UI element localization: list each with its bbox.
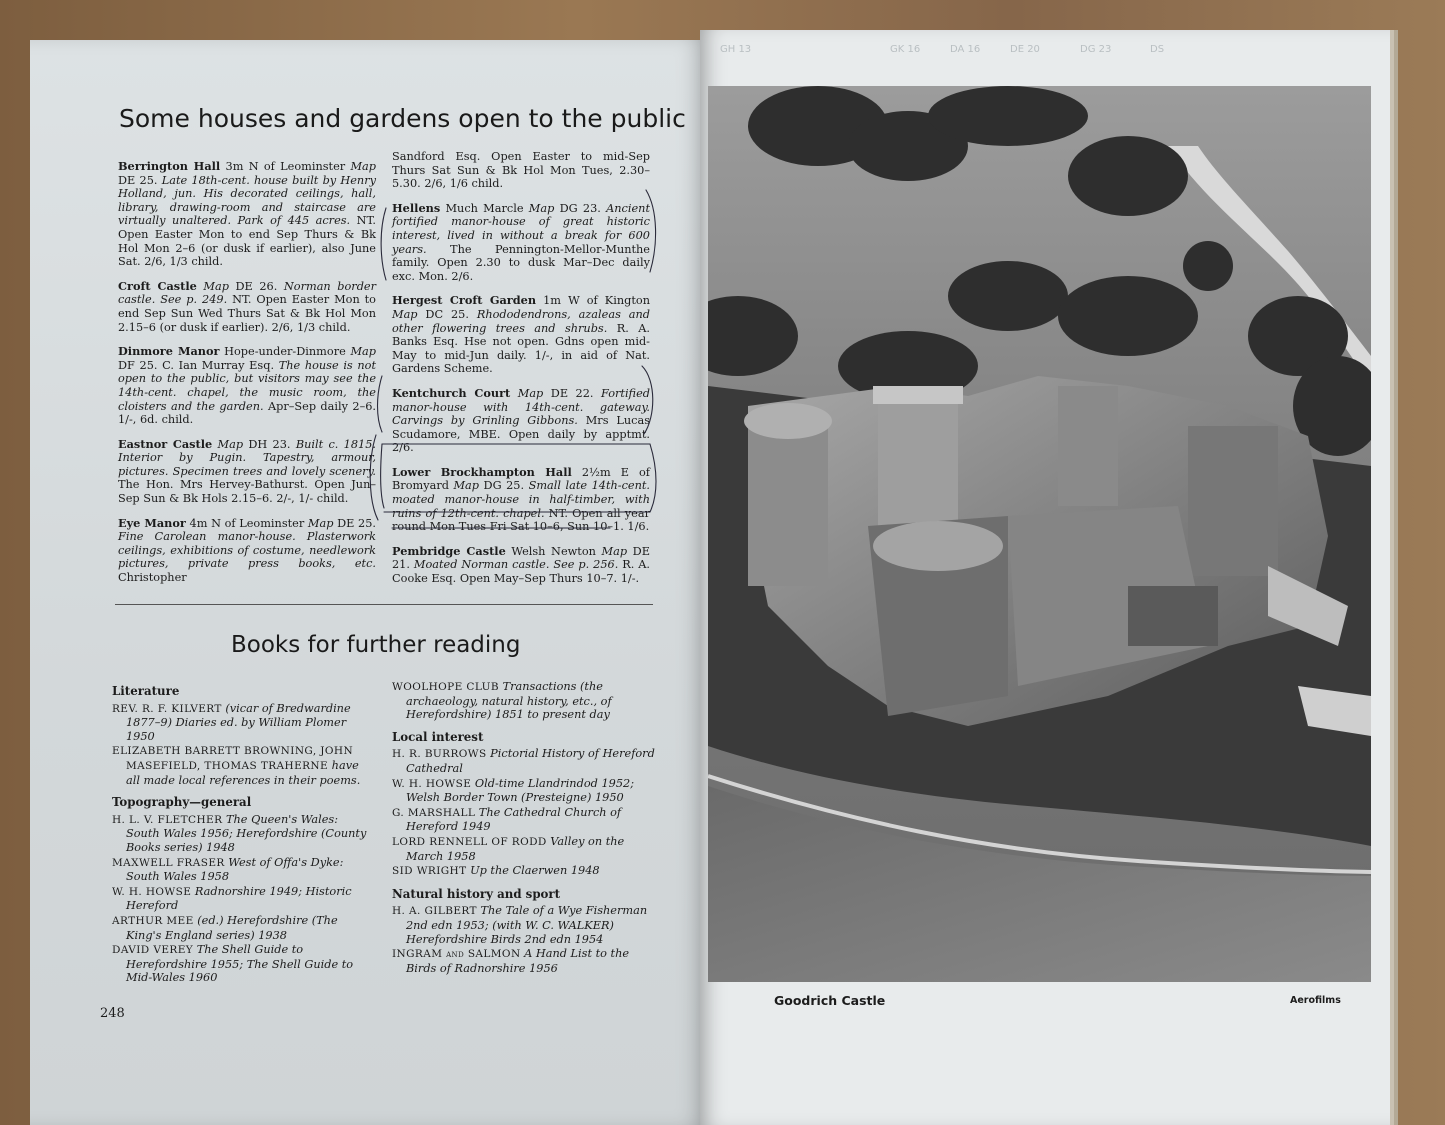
- house-details: R. A. Cooke Esq. Open May–Sep Thurs 10–7. 1/-.: [392, 558, 651, 586]
- house-location: 3m N of Leominster: [220, 160, 351, 173]
- house-entry: [392, 387, 650, 455]
- map-ref: DH 23.: [243, 437, 296, 451]
- house-details: Christopher: [118, 571, 187, 585]
- photo-credit: Aerofilms: [1290, 995, 1341, 1006]
- book-entry: [392, 680, 658, 722]
- house-description: Moated Norman castle. See p. 256.: [413, 558, 619, 572]
- house-entry: [392, 150, 650, 191]
- map-label: Map: [203, 279, 229, 293]
- map-ref: DE 26.: [228, 279, 284, 293]
- map-label: Map: [350, 345, 376, 359]
- book-title: West of Offa's Dyke: South Wales 1958: [126, 855, 344, 884]
- books-column-2: [392, 680, 658, 976]
- ghost-code-2: GK 16: [890, 44, 921, 55]
- book-author: G. MARSHALL: [392, 806, 476, 819]
- house-description: Rhododendrons, azaleas and other flowering trees and shrubs.: [392, 307, 650, 335]
- house-location: Sandford Esq. Open Easter to mid-Sep Thurs Sat Sun & Bk Hol Mon Tues, 2.30–5.30. 2/6, 1/6 child.: [392, 150, 650, 191]
- house-details: Mrs Lucas Scudamore, MBE. Open daily by apptmt. 2/6.: [392, 414, 650, 455]
- house-name: Lower Brockhampton Hall: [392, 464, 572, 479]
- map-label: Map: [350, 160, 376, 173]
- map-ref: DF 25. C. Ian Murray Esq.: [118, 358, 279, 372]
- house-name: Hergest Croft Garden: [392, 293, 537, 308]
- book-title: (vicar of Bredwardine 1877–9) Diaries ed. by William Plomer 1950: [126, 701, 351, 743]
- book-entry: [392, 904, 658, 946]
- book-author: H. L. V. FLETCHER: [112, 813, 223, 826]
- house-description: Fortified manor-house with 14th-cent. gateway. Carvings by Grinling Gibbons.: [392, 386, 651, 428]
- book-entry: [392, 947, 658, 975]
- house-description: Norman border castle. See p. 249.: [118, 279, 377, 307]
- book-title: The Shell Guide to Herefordshire 1955; The Shell Guide to Mid-Wales 1960: [126, 943, 354, 985]
- ghost-code-1: GH 13: [720, 44, 752, 55]
- book-title: (ed.) Herefordshire (The King's England series) 1938: [126, 913, 338, 942]
- book-author: REV. R. F. KILVERT: [112, 702, 222, 715]
- house-details: The Pennington-Mellor-Munthe family. Open 2.30 to dusk Mar–Dec daily exc. Mon. 2/6.: [392, 242, 650, 283]
- book-title: The Queen's Wales: South Wales 1956; Herefordshire (County Books series) 1948: [126, 812, 367, 854]
- book-author: MAXWELL FRASER: [112, 856, 225, 869]
- book-title: Valley on the March 1958: [406, 834, 625, 863]
- book-author: H. A. GILBERT: [392, 905, 477, 918]
- house-description: Fine Carolean manor-house. Plasterwork ceilings, exhibitions of costume, needlework pictures, private press books, etc.: [118, 530, 376, 571]
- book-author: W. H. HOWSE: [392, 777, 472, 790]
- book-title: Transactions (the archaeology, natural history, etc., of Herefordshire) 1851 to present day: [406, 680, 612, 722]
- book-entry: [392, 747, 658, 775]
- map-ref: DC 25.: [417, 307, 477, 321]
- book-author: H. R. BURROWS: [392, 748, 487, 761]
- house-description: Ancient fortified manor-house of great historic interest, lived in without a break for 600 years.: [392, 201, 650, 256]
- map-ref: DG 25.: [479, 479, 529, 493]
- book-entry: [392, 806, 658, 834]
- house-name: Croft Castle: [118, 278, 197, 293]
- house-location: [510, 387, 517, 400]
- book-entry: [112, 744, 374, 787]
- house-description: The house is not open to the public, but visitors may see the 14th-cent. chapel, the music room, the cloisters and the garden.: [118, 358, 376, 413]
- books-subheading: Local interest: [392, 729, 484, 744]
- house-location: Much Marcle: [440, 201, 529, 215]
- house-entry: [392, 294, 650, 376]
- book-author: ELIZABETH BARRETT BROWNING, JOHN MASEFIELD, THOMAS TRAHERNE: [112, 745, 354, 772]
- house-name: Eye Manor: [118, 515, 186, 530]
- book-title: A Hand List to the Birds of Radnorshire 1956: [406, 947, 630, 975]
- book-entry: [392, 835, 658, 863]
- house-location: Hope-under-Dinmore: [219, 345, 351, 359]
- book-author: SID WRIGHT: [392, 865, 467, 878]
- book-author: W. H. HOWSE: [112, 885, 192, 898]
- map-label: Map: [601, 544, 628, 558]
- map-label: Map: [517, 386, 544, 400]
- house-details: Apr–Sep daily 2–6. 1/-, 6d. child.: [118, 399, 376, 427]
- ghost-code-4: DE 20: [1010, 44, 1040, 55]
- house-name: Dinmore Manor: [118, 344, 220, 359]
- map-label: Map: [307, 516, 334, 530]
- houses-gardens-title: Some houses and gardens open to the public: [119, 104, 686, 133]
- house-entry: [118, 160, 376, 269]
- house-details: R. A. Banks Esq. Hse not open. Gdns open mid-May to mid-Jun daily. 1/-, in aid of Nat. Gardens Scheme.: [392, 321, 650, 376]
- book-title: Up the Claerwen 1948: [466, 864, 600, 878]
- house-entry: [392, 545, 650, 586]
- house-entry: [118, 438, 376, 506]
- book-title: The Tale of a Wye Fisherman 2nd edn 1953; (with W. C. WALKER) Herefordshire Birds 2nd edn 1954: [406, 904, 648, 946]
- book-title: Old-time Llandrindod 1952; Welsh Border Town (Presteigne) 1950: [406, 776, 634, 805]
- right-page: [700, 30, 1390, 1125]
- book-entry: [112, 702, 374, 744]
- house-entry: [392, 202, 650, 284]
- house-details: NT. Open Easter Mon to end Sep Thurs & Bk Hol Mon 2–6 (or dusk if earlier), also June Sat. 2/6, 1/3 child.: [118, 214, 376, 269]
- map-ref: DE 25.: [333, 516, 376, 530]
- house-location: 2½m E of Bromyard: [392, 465, 650, 493]
- house-name: Eastnor Castle: [118, 436, 213, 451]
- house-description: Small late 14th-cent. moated manor-house in half-timber, with ruins of 12th-cent. chapel.: [392, 479, 650, 520]
- house-name: Pembridge Castle: [392, 543, 506, 558]
- book-entry: [112, 885, 374, 913]
- book-title: Pictorial History of Hereford Cathedral: [406, 747, 655, 775]
- book-author: LORD RENNELL OF RODD: [392, 835, 547, 848]
- ghost-code-5: DG 23: [1080, 44, 1112, 55]
- book-entry: [112, 943, 374, 985]
- book-author: DAVID VEREY: [112, 944, 194, 957]
- map-ref: DE 25.: [118, 173, 162, 187]
- house-description: Built c. 1815. Interior by Pugin. Tapestry, armour, pictures. Specimen trees and lovely scenery.: [118, 437, 376, 478]
- house-details: NT. Open all year round Mon Tues Fri Sat 10–6, Sun 10–1. 1/6.: [392, 506, 650, 534]
- book-title: Radnorshire 1949; Historic Hereford: [126, 884, 352, 913]
- book-author: WOOLHOPE CLUB: [392, 681, 500, 693]
- book-title: The Cathedral Church of Hereford 1949: [406, 805, 622, 834]
- house-location: 4m N of Leominster: [185, 516, 308, 530]
- book-entry: [392, 777, 658, 805]
- house-description: Late 18th-cent. house built by Henry Holland, jun. His decorated ceilings, hall, library, drawing-room and staircase are virtually unaltered. Park of 445 acres.: [118, 173, 376, 228]
- house-entry: [392, 466, 650, 534]
- house-name: Berrington Hall: [118, 159, 221, 173]
- house-entry: [118, 280, 376, 334]
- map-label: Map: [528, 201, 555, 215]
- house-location: 1m W of Kington: [536, 294, 650, 308]
- map-ref: DE 21.: [392, 544, 650, 572]
- houses-column-1: [118, 160, 376, 596]
- book-title: have all made local references in their poems.: [126, 758, 361, 787]
- section-divider: [115, 604, 653, 605]
- book-entry: [392, 864, 658, 879]
- map-label: Map: [392, 307, 418, 321]
- house-entry: [118, 345, 376, 427]
- house-details: The Hon. Mrs Hervey-Bathurst. Open Jun–Sep Sun & Bk Hols 2.15–6. 2/-, 1/- child.: [118, 478, 376, 506]
- book-entry: [112, 813, 374, 855]
- book-author: INGRAM and SALMON: [392, 948, 521, 961]
- books-column-1: [112, 685, 374, 986]
- books-subheading: Literature: [112, 684, 180, 698]
- ghost-code-3: DA 16: [950, 44, 981, 55]
- book-entry: [112, 856, 374, 884]
- house-location: Welsh Newton: [505, 544, 602, 558]
- photo-caption: Goodrich Castle: [774, 993, 886, 1008]
- book-author: ARTHUR MEE: [112, 914, 194, 927]
- left-page: [30, 40, 708, 1125]
- house-entry: [118, 517, 376, 585]
- houses-column-2: [392, 150, 650, 597]
- map-label: Map: [453, 479, 480, 493]
- goodrich-castle-photo: [708, 86, 1371, 982]
- book-entry: [112, 914, 374, 942]
- books-subheading: Natural history and sport: [392, 886, 561, 901]
- map-ref: DG 23.: [554, 201, 607, 215]
- books-subheading: Topography—general: [112, 795, 252, 810]
- house-name: Hellens: [392, 200, 441, 215]
- house-details: NT. Open Easter Mon to end Sep Sun Wed Thurs Sat & Bk Hol Mon 2.15–6 (or dusk if earlier). 2/6, 1/3 child.: [118, 293, 376, 334]
- books-title: Books for further reading: [231, 632, 521, 658]
- map-label: Map: [217, 437, 244, 451]
- ghost-code-6: DS: [1150, 44, 1165, 55]
- house-name: Kentchurch Court: [392, 385, 511, 400]
- map-ref: DE 22.: [543, 386, 601, 400]
- page-number: 248: [100, 1006, 125, 1021]
